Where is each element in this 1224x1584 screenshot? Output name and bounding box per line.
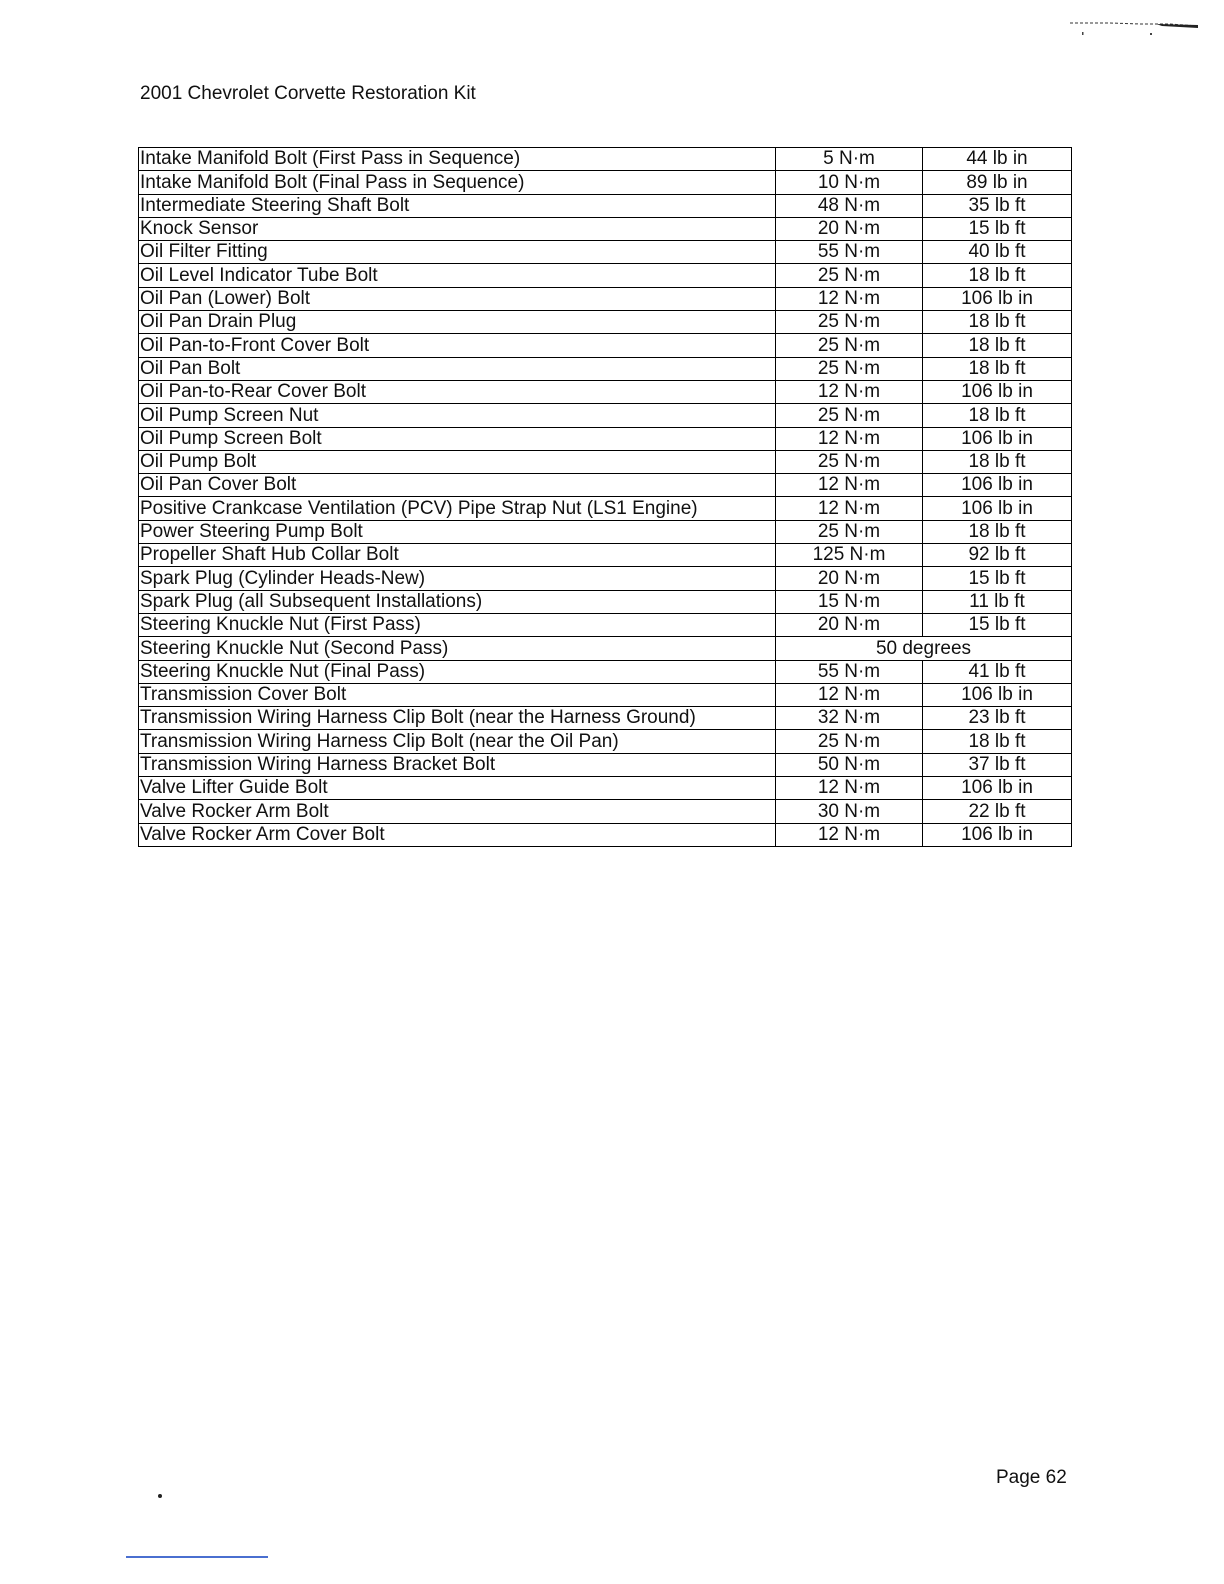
component-name-cell: Knock Sensor	[139, 217, 776, 240]
metric-torque-cell: 12 N·m	[776, 427, 923, 450]
metric-torque-cell: 55 N·m	[776, 660, 923, 683]
table-row	[139, 520, 1072, 543]
table-row	[139, 404, 1072, 427]
component-name-cell: Steering Knuckle Nut (Second Pass)	[139, 637, 776, 660]
metric-torque-cell: 125 N·m	[776, 544, 923, 567]
component-name-cell: Propeller Shaft Hub Collar Bolt	[139, 544, 776, 567]
metric-torque-cell: 25 N·m	[776, 357, 923, 380]
english-torque-cell: 92 lb ft	[923, 544, 1072, 567]
table-row	[139, 380, 1072, 403]
english-torque-cell: 106 lb in	[923, 823, 1072, 846]
table-row	[139, 567, 1072, 590]
metric-torque-cell: 20 N·m	[776, 217, 923, 240]
english-torque-cell: 15 lb ft	[923, 613, 1072, 636]
component-name-cell: Oil Pan-to-Rear Cover Bolt	[139, 380, 776, 403]
english-torque-cell: 106 lb in	[923, 287, 1072, 310]
table-row	[139, 427, 1072, 450]
english-torque-cell: 89 lb in	[923, 171, 1072, 194]
metric-torque-cell: 48 N·m	[776, 194, 923, 217]
table-row	[139, 660, 1072, 683]
english-torque-cell: 18 lb ft	[923, 264, 1072, 287]
metric-torque-cell: 12 N·m	[776, 380, 923, 403]
component-name-cell: Valve Lifter Guide Bolt	[139, 777, 776, 800]
table-row	[139, 544, 1072, 567]
component-name-cell: Intake Manifold Bolt (First Pass in Sequence)	[139, 148, 776, 171]
metric-torque-cell: 25 N·m	[776, 264, 923, 287]
metric-torque-cell: 25 N·m	[776, 520, 923, 543]
metric-torque-cell: 50 N·m	[776, 753, 923, 776]
metric-torque-cell: 12 N·m	[776, 497, 923, 520]
metric-torque-cell: 25 N·m	[776, 311, 923, 334]
metric-torque-cell: 12 N·m	[776, 683, 923, 706]
table-row	[139, 590, 1072, 613]
table-row	[139, 311, 1072, 334]
scan-artifact-mark	[1070, 18, 1198, 36]
metric-torque-cell: 12 N·m	[776, 777, 923, 800]
torque-angle-cell: 50 degrees	[776, 637, 1072, 660]
english-torque-cell: 106 lb in	[923, 497, 1072, 520]
table-row	[139, 474, 1072, 497]
table-row	[139, 194, 1072, 217]
english-torque-cell: 35 lb ft	[923, 194, 1072, 217]
scan-artifact-line	[126, 1556, 268, 1558]
table-row	[139, 800, 1072, 823]
english-torque-cell: 44 lb in	[923, 148, 1072, 171]
metric-torque-cell: 30 N·m	[776, 800, 923, 823]
component-name-cell: Oil Pan (Lower) Bolt	[139, 287, 776, 310]
metric-torque-cell: 5 N·m	[776, 148, 923, 171]
english-torque-cell: 18 lb ft	[923, 357, 1072, 380]
english-torque-cell: 15 lb ft	[923, 567, 1072, 590]
table-row	[139, 497, 1072, 520]
table-row	[139, 753, 1072, 776]
component-name-cell: Oil Pan Cover Bolt	[139, 474, 776, 497]
metric-torque-cell: 10 N·m	[776, 171, 923, 194]
metric-torque-cell: 55 N·m	[776, 241, 923, 264]
component-name-cell: Oil Pan-to-Front Cover Bolt	[139, 334, 776, 357]
metric-torque-cell: 20 N·m	[776, 613, 923, 636]
metric-torque-cell: 25 N·m	[776, 730, 923, 753]
component-name-cell: Valve Rocker Arm Bolt	[139, 800, 776, 823]
component-name-cell: Steering Knuckle Nut (Final Pass)	[139, 660, 776, 683]
table-row	[139, 171, 1072, 194]
component-name-cell: Oil Pan Bolt	[139, 357, 776, 380]
english-torque-cell: 18 lb ft	[923, 311, 1072, 334]
component-name-cell: Spark Plug (Cylinder Heads-New)	[139, 567, 776, 590]
english-torque-cell: 106 lb in	[923, 683, 1072, 706]
metric-torque-cell: 15 N·m	[776, 590, 923, 613]
table-row	[139, 613, 1072, 636]
component-name-cell: Oil Pump Screen Nut	[139, 404, 776, 427]
component-name-cell: Positive Crankcase Ventilation (PCV) Pipe Strap Nut (LS1 Engine)	[139, 497, 776, 520]
component-name-cell: Oil Filter Fitting	[139, 241, 776, 264]
metric-torque-cell: 25 N·m	[776, 450, 923, 473]
table-row	[139, 730, 1072, 753]
component-name-cell: Oil Pump Screen Bolt	[139, 427, 776, 450]
page-header-title: 2001 Chevrolet Corvette Restoration Kit	[140, 83, 476, 104]
component-name-cell: Steering Knuckle Nut (First Pass)	[139, 613, 776, 636]
english-torque-cell: 106 lb in	[923, 427, 1072, 450]
component-name-cell: Oil Level Indicator Tube Bolt	[139, 264, 776, 287]
english-torque-cell: 18 lb ft	[923, 404, 1072, 427]
component-name-cell: Oil Pan Drain Plug	[139, 311, 776, 334]
table-row	[139, 241, 1072, 264]
english-torque-cell: 41 lb ft	[923, 660, 1072, 683]
metric-torque-cell: 12 N·m	[776, 287, 923, 310]
english-torque-cell: 11 lb ft	[923, 590, 1072, 613]
english-torque-cell: 37 lb ft	[923, 753, 1072, 776]
component-name-cell: Transmission Wiring Harness Bracket Bolt	[139, 753, 776, 776]
metric-torque-cell: 12 N·m	[776, 474, 923, 497]
english-torque-cell: 40 lb ft	[923, 241, 1072, 264]
component-name-cell: Transmission Cover Bolt	[139, 683, 776, 706]
english-torque-cell: 22 lb ft	[923, 800, 1072, 823]
metric-torque-cell: 12 N·m	[776, 823, 923, 846]
english-torque-cell: 18 lb ft	[923, 730, 1072, 753]
table-row	[139, 823, 1072, 846]
table-row	[139, 217, 1072, 240]
component-name-cell: Spark Plug (all Subsequent Installations)	[139, 590, 776, 613]
english-torque-cell: 106 lb in	[923, 380, 1072, 403]
table-row	[139, 264, 1072, 287]
component-name-cell: Oil Pump Bolt	[139, 450, 776, 473]
english-torque-cell: 106 lb in	[923, 474, 1072, 497]
torque-spec-table	[138, 147, 1072, 847]
component-name-cell: Intermediate Steering Shaft Bolt	[139, 194, 776, 217]
torque-spec-table-body	[139, 148, 1072, 847]
table-row	[139, 450, 1072, 473]
table-row	[139, 334, 1072, 357]
table-row	[139, 357, 1072, 380]
scan-artifact-dot	[158, 1494, 162, 1498]
english-torque-cell: 23 lb ft	[923, 707, 1072, 730]
english-torque-cell: 106 lb in	[923, 777, 1072, 800]
component-name-cell: Transmission Wiring Harness Clip Bolt (near the Harness Ground)	[139, 707, 776, 730]
table-row	[139, 683, 1072, 706]
table-row	[139, 707, 1072, 730]
english-torque-cell: 18 lb ft	[923, 520, 1072, 543]
metric-torque-cell: 20 N·m	[776, 567, 923, 590]
page-number: Page 62	[996, 1467, 1067, 1488]
metric-torque-cell: 32 N·m	[776, 707, 923, 730]
component-name-cell: Intake Manifold Bolt (Final Pass in Sequence)	[139, 171, 776, 194]
english-torque-cell: 18 lb ft	[923, 334, 1072, 357]
component-name-cell: Valve Rocker Arm Cover Bolt	[139, 823, 776, 846]
english-torque-cell: 15 lb ft	[923, 217, 1072, 240]
english-torque-cell: 18 lb ft	[923, 450, 1072, 473]
table-row	[139, 287, 1072, 310]
metric-torque-cell: 25 N·m	[776, 404, 923, 427]
table-row	[139, 148, 1072, 171]
component-name-cell: Transmission Wiring Harness Clip Bolt (near the Oil Pan)	[139, 730, 776, 753]
component-name-cell: Power Steering Pump Bolt	[139, 520, 776, 543]
table-row	[139, 637, 1072, 660]
table-row	[139, 777, 1072, 800]
metric-torque-cell: 25 N·m	[776, 334, 923, 357]
